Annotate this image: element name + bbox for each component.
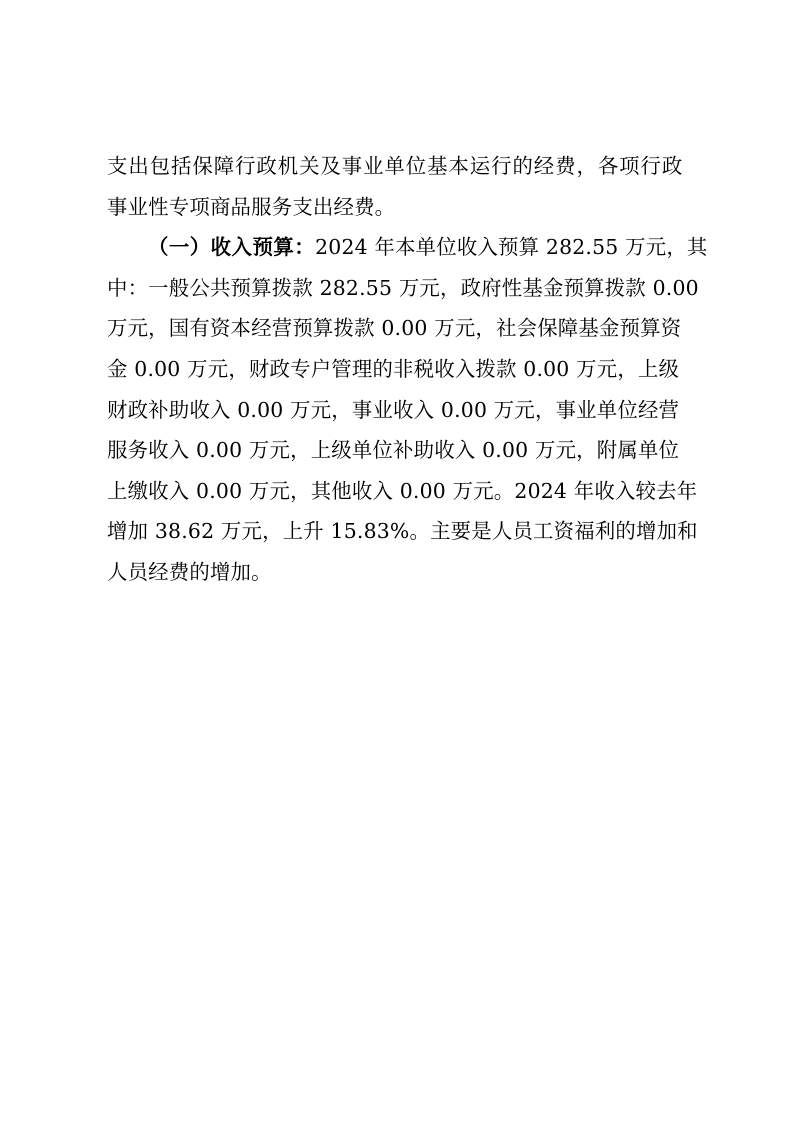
paragraph-line: 金 0.00 万元，财政专户管理的非税收入拨款 0.00 万元，上级 — [107, 356, 680, 381]
paragraph-line: 人员经费的增加。 — [107, 559, 272, 584]
paragraph-line: 万元，国有资本经营预算拨款 0.00 万元，社会保障基金预算资 — [107, 316, 682, 341]
income-section-heading: （一）收入预算： — [148, 235, 316, 260]
income-section-first-line — [107, 227, 708, 268]
paragraph-line: 支出包括保障行政机关及事业单位基本运行的经费，各项行政 — [107, 154, 684, 178]
paragraph-line: 事业性专项商品服务支出经费。 — [107, 194, 396, 219]
paragraph-line: 中：一般公共预算拨款 282.55 万元，政府性基金预算拨款 0.00 — [107, 275, 699, 300]
income-section-text: 2024 年本单位收入预算 282.55 万元，其 — [315, 235, 708, 260]
document-body — [107, 146, 708, 593]
paragraph-line: 服务收入 0.00 万元，上级单位补助收入 0.00 万元，附属单位 — [107, 438, 680, 463]
paragraph-line: 上缴收入 0.00 万元，其他收入 0.00 万元。2024 年收入较去年 — [107, 478, 698, 503]
paragraph-line: 财政补助收入 0.00 万元，事业收入 0.00 万元，事业单位经营 — [107, 397, 680, 422]
paragraph-line: 增加 38.62 万元，上升 15.83%。主要是人员工资福利的增加和 — [107, 519, 698, 544]
